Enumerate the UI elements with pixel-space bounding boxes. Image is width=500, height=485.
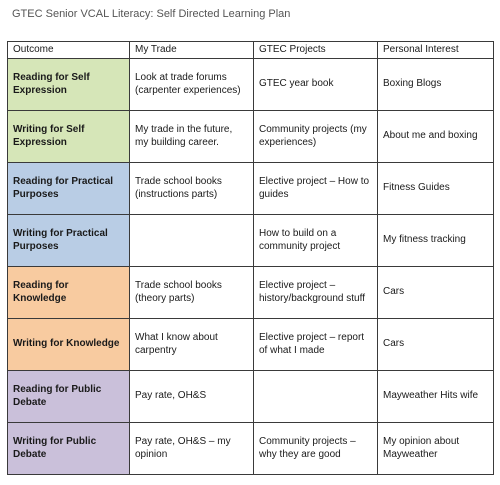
gtec-projects-cell [254,370,378,422]
table-row [8,110,494,162]
document-title: GTEC Senior VCAL Literacy: Self Directed Learning Plan [12,8,291,20]
gtec-projects-cell: Community projects – why they are good [254,422,378,474]
my-trade-cell: Pay rate, OH&S – my opinion [130,422,254,474]
table-row [8,162,494,214]
table-row [8,58,494,110]
personal-interest-cell: About me and boxing [378,110,494,162]
header-gtec-projects: GTEC Projects [254,42,378,59]
header-personal-interest: Personal Interest [378,42,494,59]
table-row [8,214,494,266]
learning-plan-table [7,41,494,475]
my-trade-cell: Trade school books (theory parts) [130,266,254,318]
my-trade-cell [130,214,254,266]
outcome-cell: Reading for Public Debate [8,370,130,422]
personal-interest-cell: Cars [378,318,494,370]
personal-interest-cell: Cars [378,266,494,318]
my-trade-cell: My trade in the future, my building career. [130,110,254,162]
gtec-projects-cell: Elective project – history/background stuff [254,266,378,318]
table-header-row [8,42,494,59]
outcome-cell: Writing for Practical Purposes [8,214,130,266]
gtec-projects-cell: How to build on a community project [254,214,378,266]
personal-interest-cell: My fitness tracking [378,214,494,266]
personal-interest-cell: Fitness Guides [378,162,494,214]
my-trade-cell: What I know about carpentry [130,318,254,370]
table-row [8,318,494,370]
header-outcome: Outcome [8,42,130,59]
personal-interest-cell: Boxing Blogs [378,58,494,110]
header-my-trade: My Trade [130,42,254,59]
table-row [8,422,494,474]
outcome-cell: Writing for Self Expression [8,110,130,162]
my-trade-cell: Trade school books (instructions parts) [130,162,254,214]
outcome-cell: Writing for Public Debate [8,422,130,474]
gtec-projects-cell: Elective project – report of what I made [254,318,378,370]
personal-interest-cell: Mayweather Hits wife [378,370,494,422]
outcome-cell: Reading for Practical Purposes [8,162,130,214]
gtec-projects-cell: Community projects (my experiences) [254,110,378,162]
outcome-cell: Reading for Self Expression [8,58,130,110]
personal-interest-cell: My opinion about Mayweather [378,422,494,474]
gtec-projects-cell: Elective project – How to guides [254,162,378,214]
my-trade-cell: Pay rate, OH&S [130,370,254,422]
table-row [8,266,494,318]
table-row [8,370,494,422]
gtec-projects-cell: GTEC year book [254,58,378,110]
my-trade-cell: Look at trade forums (carpenter experiences) [130,58,254,110]
outcome-cell: Writing for Knowledge [8,318,130,370]
outcome-cell: Reading for Knowledge [8,266,130,318]
